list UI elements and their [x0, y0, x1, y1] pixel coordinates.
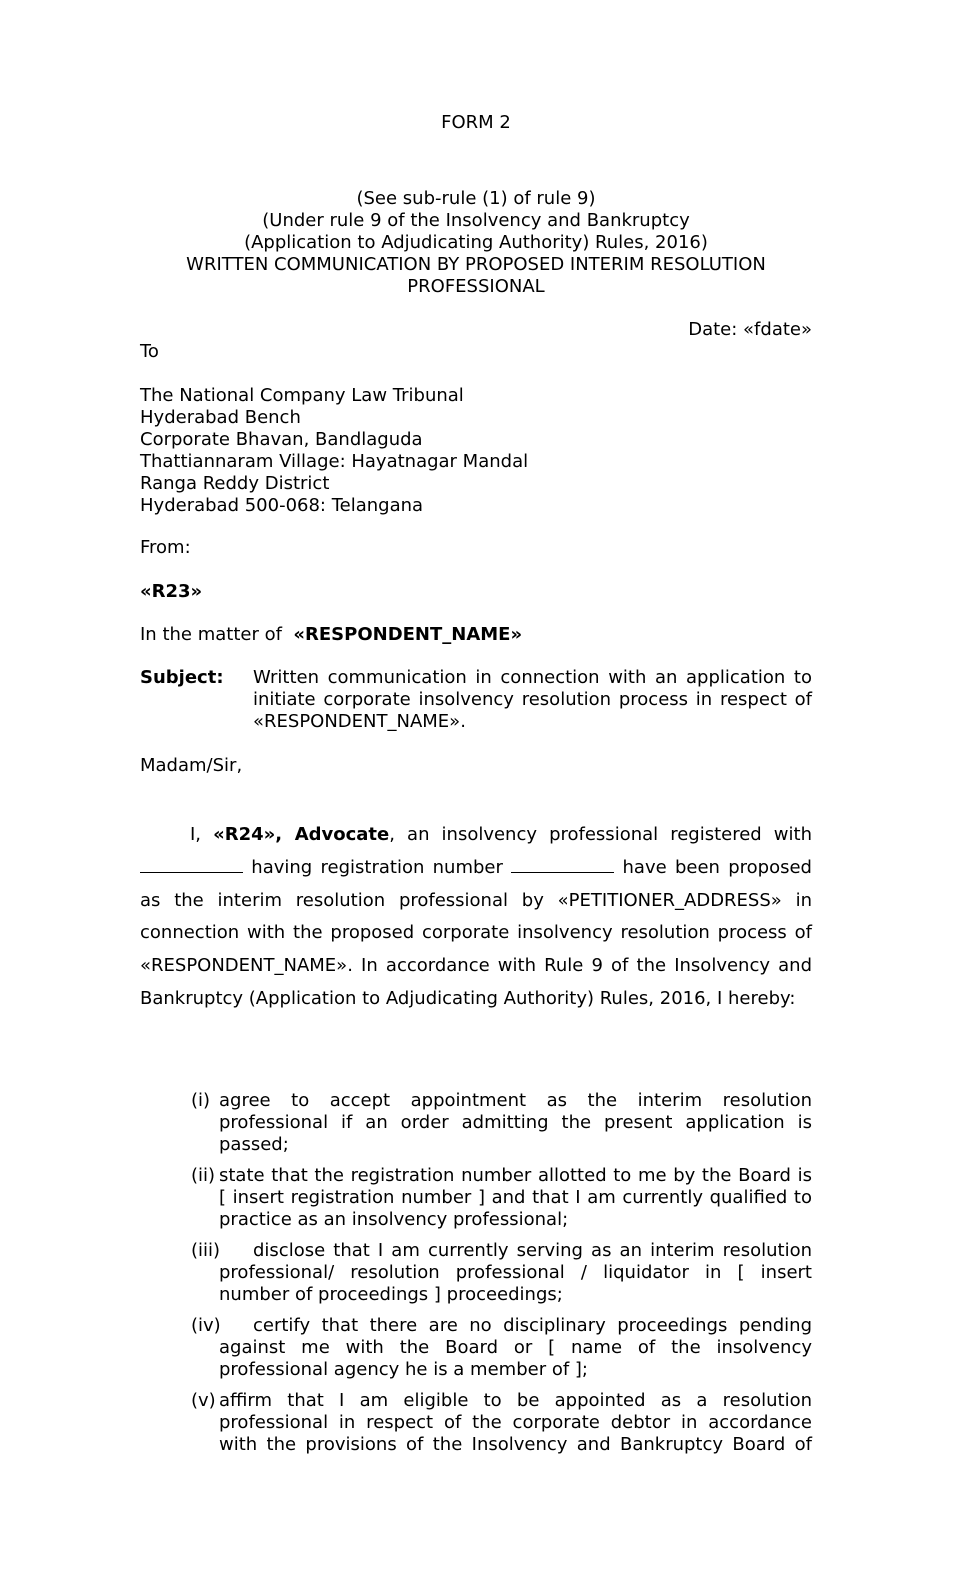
date-line: Date: «fdate» — [688, 319, 812, 340]
list-item-number: (ii) — [191, 1165, 216, 1186]
list-item-text: agree to accept appointment as the interim resolution professional if an order admitting the present application is passed; — [219, 1090, 812, 1155]
list-item-text: certify that there are no disciplinary proceedings pending against me with the Board or [ name of the insolvency professional agency he is a member of ]; — [219, 1315, 812, 1380]
list-item — [191, 1090, 812, 1156]
list-item — [191, 1240, 812, 1306]
address-line: Hyderabad 500-068: Telangana — [140, 495, 424, 516]
sub-rule-line: (See sub-rule (1) of rule 9) — [356, 188, 596, 209]
blank-field — [511, 856, 614, 873]
list-item — [191, 1315, 812, 1381]
address-line: The National Company Law Tribunal — [140, 385, 464, 406]
to-label: To — [140, 341, 159, 362]
list-item — [191, 1165, 812, 1231]
heading-line-2: PROFESSIONAL — [407, 276, 545, 297]
list-item-number: (iv) — [191, 1315, 221, 1336]
list-item-number: (iii) — [191, 1240, 221, 1261]
under-rule-line-1: (Under rule 9 of the Insolvency and Bankruptcy — [262, 210, 690, 231]
body-start: I, — [190, 824, 202, 845]
advocate-name: «R24», Advocate — [213, 824, 390, 845]
list-item — [191, 1390, 812, 1456]
heading-line-1: WRITTEN COMMUNICATION BY PROPOSED INTERIM RESOLUTION — [186, 254, 766, 275]
salutation: Madam/Sir, — [140, 755, 243, 776]
body-part-1: , an insolvency professional registered with — [389, 824, 812, 845]
matter-line — [140, 624, 522, 646]
form-title: FORM 2 — [441, 112, 511, 133]
list-item-number: (i) — [191, 1090, 211, 1111]
matter-prefix: In the matter of — [140, 624, 282, 645]
list-item-text: affirm that I am eligible to be appointed as a resolution professional in respect of the corporate debtor in accordance with the provisions of the Insolvency and Bankruptcy Board of — [219, 1390, 812, 1455]
address-line: Thattiannaram Village: Hayatnagar Mandal — [140, 451, 529, 472]
from-label: From: — [140, 537, 191, 558]
under-rule-line-2: (Application to Adjudicating Authority) Rules, 2016) — [244, 232, 708, 253]
address-line: Hyderabad Bench — [140, 407, 301, 428]
blank-field — [140, 856, 243, 873]
address-block — [140, 385, 528, 517]
body-part-2: having registration number — [251, 856, 503, 878]
from-name: «R23» — [140, 581, 203, 602]
body-paragraph — [140, 819, 812, 1016]
address-line: Corporate Bhavan, Bandlaguda — [140, 429, 423, 450]
address-line: Ranga Reddy District — [140, 473, 330, 494]
subject-label: Subject: — [140, 667, 224, 688]
body-part-3: have been proposed as the interim resolution professional by «PETITIONER_ADDRESS» in connection with the proposed corporate insolvency resolution process of «RESPONDENT_NAME». In accordance with Rule 9 of the Insolvency and Bankruptcy (Application to Adjudicating Authority) Rules, 2016, I hereby: — [140, 856, 812, 1009]
list-item-number: (v) — [191, 1390, 216, 1411]
subject-text: Written communication in connection with an application to initiate corporate insolvency resolution process in respect of «RESPONDENT_NAME». — [253, 667, 812, 732]
list-item-text: state that the registration number allotted to me by the Board is [ insert registration number ] and that I am currently qualified to practice as an insolvency professional; — [219, 1165, 812, 1230]
matter-name: «RESPONDENT_NAME» — [293, 624, 523, 645]
list-item-text: disclose that I am currently serving as an interim resolution professional/ resolution professional / liquidator in [ insert number of proceedings ] proceedings; — [219, 1240, 812, 1305]
